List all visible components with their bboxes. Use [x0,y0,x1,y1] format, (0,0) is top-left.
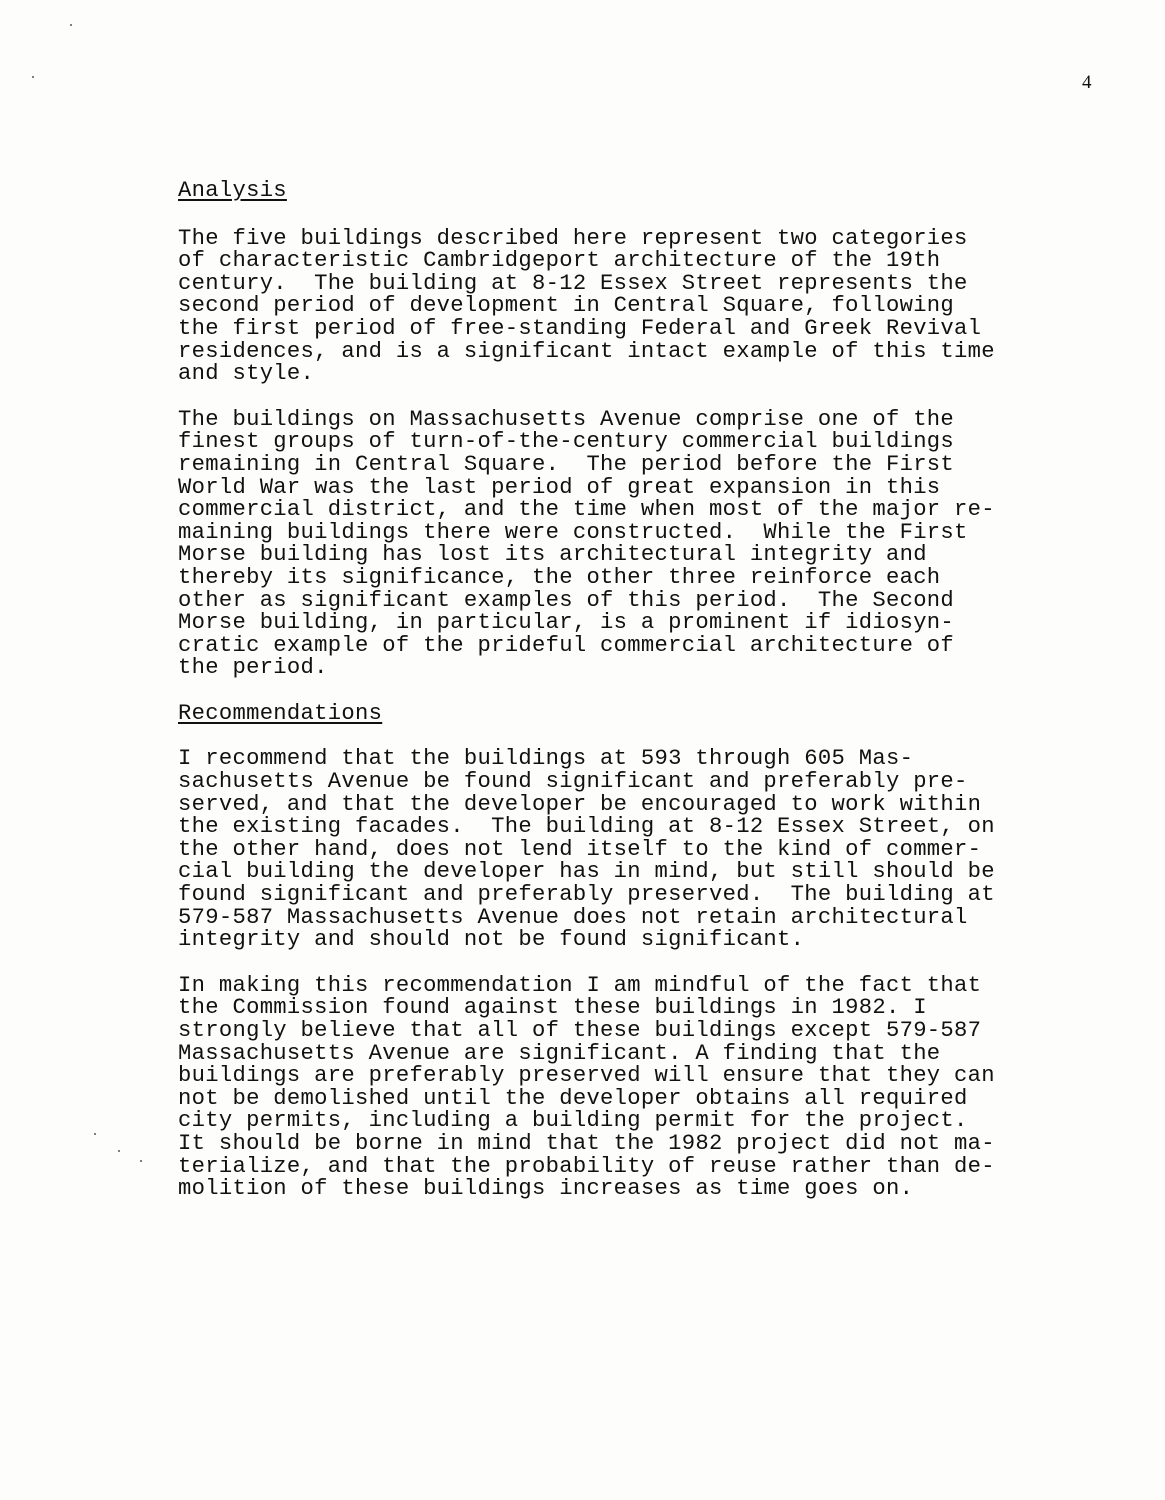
text-line: strongly believe that all of these buildings except 579-587 [178,1018,982,1043]
scan-speck [140,1160,142,1162]
page-number: 4 [1082,72,1092,93]
document-body [178,180,1038,1201]
text-line: Morse building has lost its architectural integrity and [178,542,927,568]
text-line: the other hand, does not lend itself to the kind of commer- [178,836,982,862]
recommendations-paragraph-2 [178,972,1038,1202]
text-line: commercial district, and the time when most of the major re- [178,497,995,523]
text-line: finest groups of turn-of-the-century commercial buildings [178,429,955,455]
text-line: and style. [178,361,315,387]
text-line: the existing facades. The building at 8-12 Essex Street, on [178,814,995,840]
recommendations-paragraph-1 [178,748,1038,951]
text-line: In making this recommendation I am mindful of the fact that [178,972,982,998]
text-line: not be demolished until the developer obtains all required [178,1085,968,1111]
text-line: found significant and preferably preserved. The building at [178,882,995,908]
text-line: served, and that the developer be encouraged to work within [178,791,982,817]
scan-speck [94,1133,96,1135]
text-line: of characteristic Cambridgeport architecture of the 19th [178,248,941,274]
text-line: residences, and is a significant intact example of this time [178,338,995,364]
text-line: thereby its significance, the other three reinforce each [178,564,941,590]
section-heading-analysis: Analysis [178,178,287,203]
analysis-paragraph-1 [178,225,1038,387]
text-line: buildings are preferably preserved will ensure that they can [178,1063,995,1089]
text-line: World War was the last period of great expansion in this [178,474,941,500]
text-line: maining buildings there were constructed. While the First [178,519,968,545]
scan-speck [118,1150,120,1152]
text-line: second period of development in Central Square, following [178,293,955,319]
text-line: cial building the developer has in mind, but still should be [178,859,995,885]
text-line: I recommend that the buildings at 593 through 605 Mas- [178,746,914,772]
text-line: It should be borne in mind that the 1982 project did not ma- [178,1130,995,1156]
text-line: Massachusetts Avenue are significant. A finding that the [178,1040,941,1066]
text-line: the first period of free-standing Federal and Greek Revival [178,315,982,341]
text-line: remaining in Central Square. The period before the First [178,451,955,477]
analysis-paragraph-2 [178,406,1038,681]
scan-speck [70,24,72,26]
text-line: century. The building at 8-12 Essex Street represents the [178,270,968,296]
text-line: the period. [178,655,328,681]
text-line: other as significant examples of this period. The Second [178,587,955,613]
text-line: terialize, and that the probability of reuse rather than de- [178,1153,995,1179]
text-line: Morse building, in particular, is a prominent if idiosyn- [178,610,955,636]
scan-speck [32,76,34,78]
text-line: The five buildings described here represent two categories [178,225,968,251]
text-line: cratic example of the prideful commercial architecture of [178,632,955,658]
text-line: city permits, including a building permit for the project. [178,1108,968,1134]
text-line: integrity and should not be found significant. [178,927,805,953]
text-line: molition of these buildings increases as time goes on. [178,1176,914,1202]
text-line: The buildings on Massachusetts Avenue comprise one of the [178,406,955,432]
text-line: sachusetts Avenue be found significant and preferably pre- [178,769,968,795]
text-line: 579-587 Massachusetts Avenue does not retain architectural [178,904,968,930]
text-line: the Commission found against these buildings in 1982. I [178,995,927,1021]
section-heading-recommendations: Recommendations [178,700,383,726]
